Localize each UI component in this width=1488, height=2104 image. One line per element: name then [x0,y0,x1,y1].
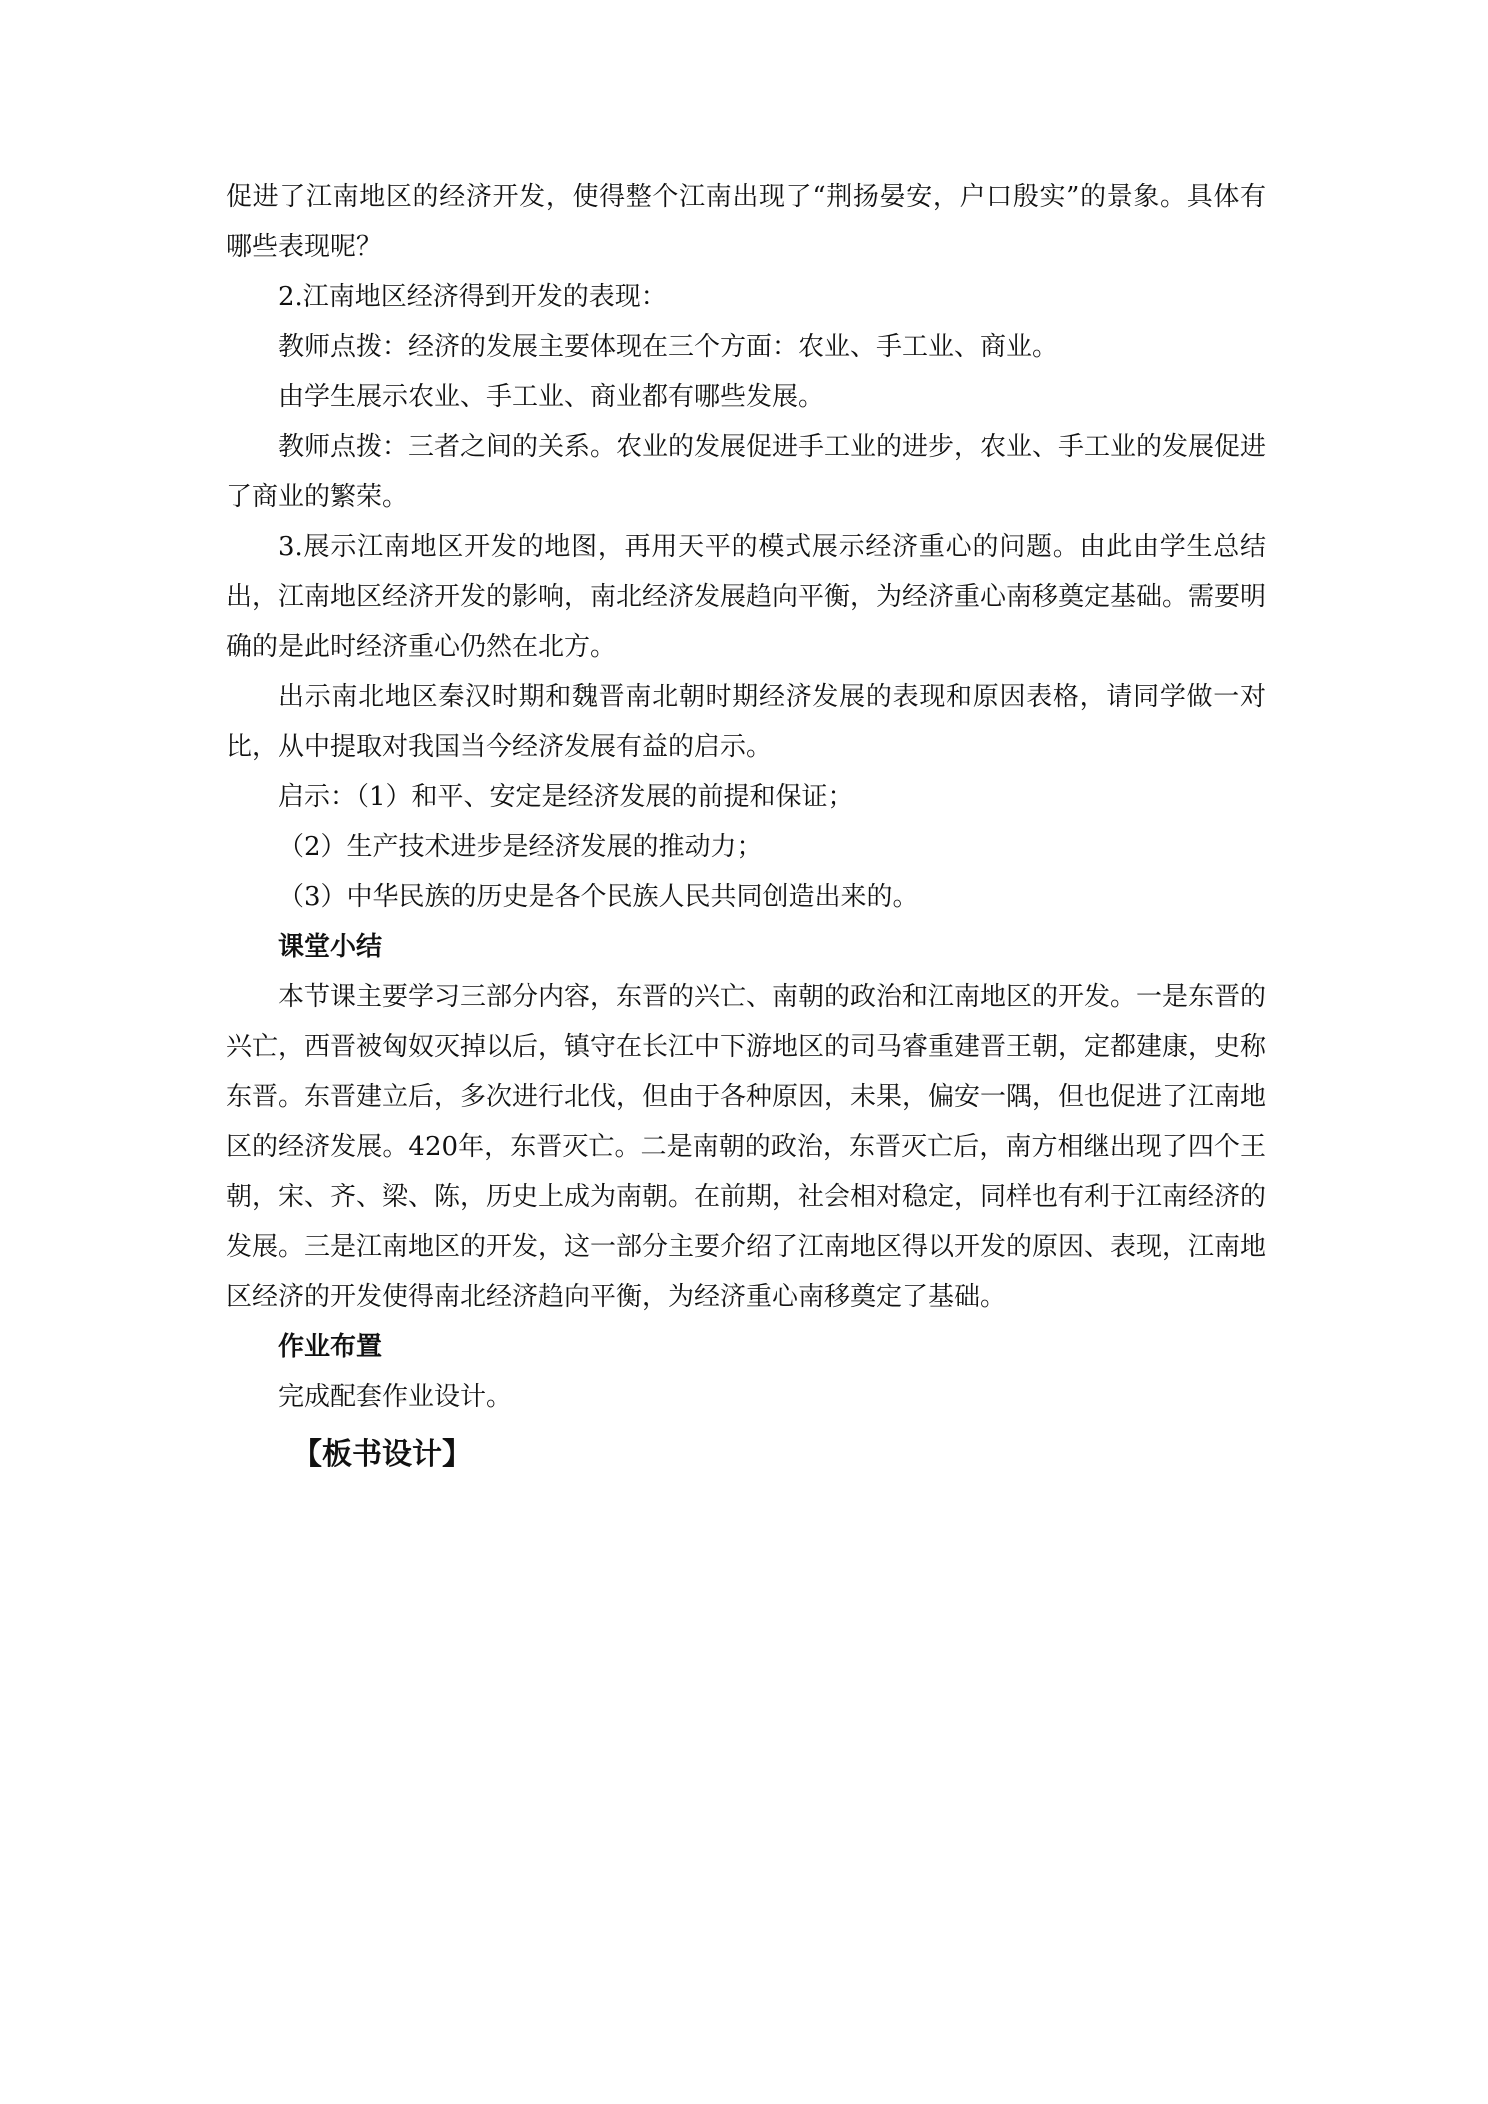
paragraph-point-2: 2.江南地区经济得到开发的表现： [278,282,667,312]
paragraph-teacher-note-1: 教师点拨：经济的发展主要体现在三个方面：农业、手工业、商业。 [278,332,1059,362]
paragraph-insight-2: （2）生产技术进步是经济发展的推动力； [278,832,763,862]
paragraph-comparison: 出示南北地区秦汉时期和魏晋南北朝时期经济发展的表现和原因表格，请同学做一对比，从中提取对我国当今经济发展有益的启示。 [226,682,1266,762]
paragraph-summary: 本节课主要学习三部分内容，东晋的兴亡、南朝的政治和江南地区的开发。一是东晋的兴亡，西晋被匈奴灭掉以后，镇守在长江中下游地区的司马睿重建晋王朝，定都建康，史称东晋。东晋建立后，多次进行北伐，但由于各种原因，未果，偏安一隅，但也促进了江南地区的经济发展。420年，东晋灭亡。二是南朝的政治，东晋灭亡后，南方相继出现了四个王朝，宋、齐、梁、陈，历史上成为南朝。在前期，社会相对稳定，同样也有利于江南经济的发展。三是江南地区的开发，这一部分主要介绍了江南地区得以开发的原因、表现，江南地区经济的开发使得南北经济趋向平衡，为经济重心南移奠定了基础。 [226,982,1267,1312]
paragraph-insight-3: （3）中华民族的历史是各个民族人民共同创造出来的。 [278,882,919,912]
section-heading-summary: 课堂小结 [278,932,383,962]
document-body [226,172,1266,1482]
paragraph-continuation: 促进了江南地区的经济开发，使得整个江南出现了“荆扬晏安，户口殷实”的景象。具体有哪些表现呢？ [226,182,1266,262]
section-heading-board-design: 【板书设计】 [292,1437,472,1472]
paragraph-teacher-note-2: 教师点拨：三者之间的关系。农业的发展促进手工业的进步，农业、手工业的发展促进了商业的繁荣。 [226,432,1267,512]
paragraph-insight-1: 启示：（1）和平、安定是经济发展的前提和保证； [278,782,854,812]
section-heading-homework: 作业布置 [278,1332,383,1362]
paragraph-point-3: 3.展示江南地区开发的地图，再用天平的模式展示经济重心的问题。由此由学生总结出，江南地区经济开发的影响，南北经济发展趋向平衡，为经济重心南移奠定基础。需要明确的是此时经济重心仍然在北方。 [226,532,1267,662]
paragraph-homework: 完成配套作业设计。 [278,1382,513,1412]
paragraph-student-display: 由学生展示农业、手工业、商业都有哪些发展。 [278,382,825,412]
